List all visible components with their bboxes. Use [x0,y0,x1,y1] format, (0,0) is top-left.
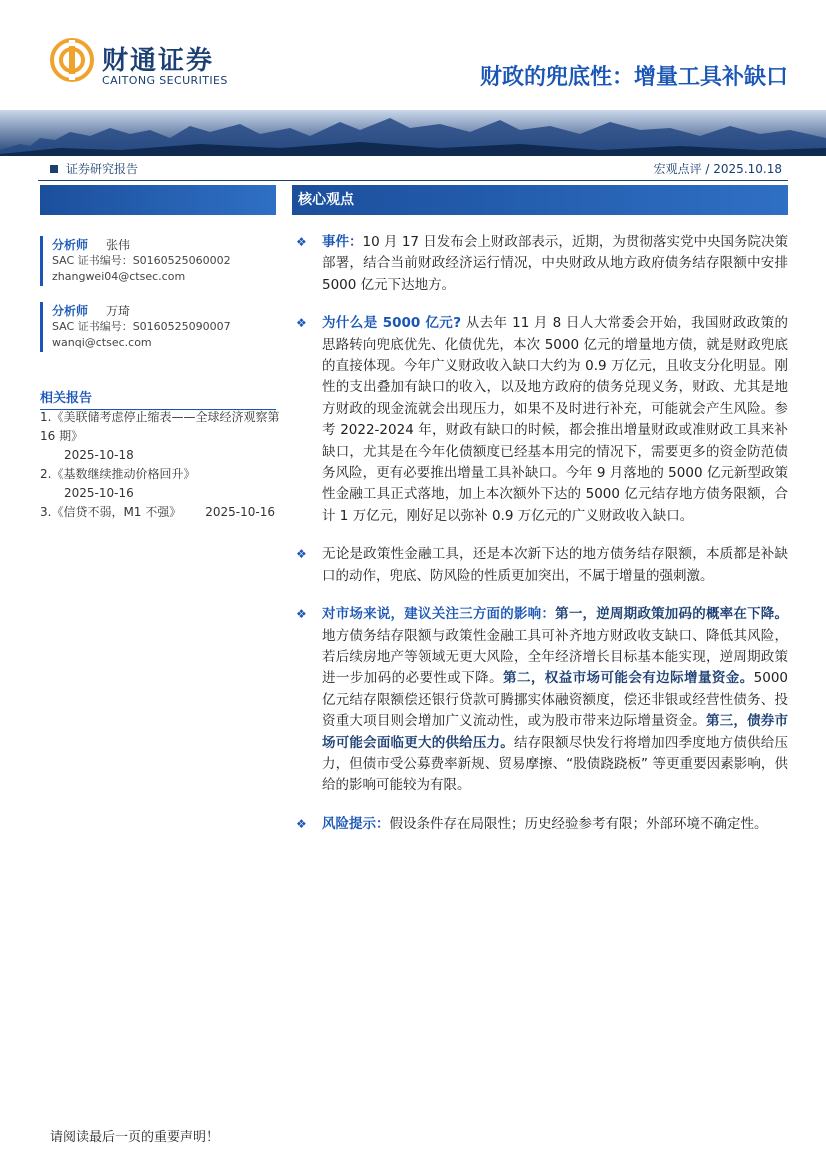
analyst-card: 分析师 万琦 SAC 证书编号：S0160525090007 wanqi@ctsec.com [40,302,276,351]
paragraph-why-5000: ❖ 为什么是 5000 亿元? 从去年 11 月 8 日人大常委会开始，我国财政政策的思路转向兜底优先、化债优先，本次 5000 亿元的增量地方债，就是财政兜底的直接体现。今年广义财政收入缺口大约为 0.9 万亿元，且收支分化明显。刚性的支出叠加有缺口的收入，以及地方政府的债务兑现义务，财政、尤其是地方财政的现金流就会出现压力，如果不及时进行补充，可能就会产生风险。参考 2022-2024 年，财政有缺口的时候，都会推出增量财政或准财政工具来补缺口，尤其是在今年化债额度已经基本用完的情况下，需要更多的资金防范债务风险，更有必要推出增量工具补缺口。今年 9 月落地的 5000 亿元新型政策性金融工具正式落地，加上本次额外下达的 5000 亿元结存地方债务限额，合计 1 万亿元，刚好足以弥补 0.9 万亿元的广义财政收入缺口。 [296,315,788,524]
header-divider [38,180,788,181]
report-type-label: 证券研究报告 [50,160,138,177]
paragraph-market-impact: ❖ 对市场来说，建议关注三方面的影响：第一，逆周期政策加码的概率在下降。地方债务结存限额与政策性金融工具可补齐地方财政收支缺口、降低其风险，若后续房地产等领域无更大风险，全年经济增长目标基本能实现，逆周期政策进一步加码的必要性或下降。第二，权益市场可能会有边际增量资金。5000 亿元结存限额偿还银行贷款可腾挪实体融资额度，偿还非银或经营性债务、投资重大项目则会增加广义流动性，或为股市带来边际增量资金。第三，债券市场可能会面临更大的供给压力。结存限额尽快发行将增加四季度地方债供给压力，但债市受公募费率新规、贸易摩擦、“股债跷跷板” 等更重要因素影响，供给的影响可能较为有限。 [296,606,789,794]
left-header-bar [40,185,276,215]
diamond-bullet-icon: ❖ [296,316,307,331]
related-reports-list [40,408,280,522]
related-report-item[interactable]: 1.《美联储考虑停止缩表——全球经济观察第 16 期》 2025-10-18 [40,410,280,462]
core-view-header: 核心观点 [292,185,788,215]
related-report-item[interactable]: 2.《基数继续推动价格回升》 2025-10-16 [40,467,196,500]
disclaimer-footer: 请阅读最后一页的重要声明！ [50,1130,220,1145]
analyst-email: zhangwei04@ctsec.com [52,270,186,283]
paragraph-nature: ❖ 无论是政策性金融工具，还是本次新下达的地方债务结存限额，本质都是补缺口的动作，兜底、防风险的性质更加突出，不属于增量的强刺激。 [296,546,788,584]
diamond-bullet-icon: ❖ [296,547,307,562]
analyst-name: 万琦 [106,304,131,318]
logo-text-cn: 财通证券 [102,46,215,76]
analyst-sac: SAC 证书编号：S0160525060002 [52,254,231,267]
analyst-email: wanqi@ctsec.com [52,336,152,349]
diamond-bullet-icon: ❖ [296,816,307,831]
report-date: 宏观点评 / 2025.10.18 [653,162,782,176]
analyst-name: 张伟 [106,238,131,252]
related-reports-title: 相关报告 [40,387,276,410]
related-report-item[interactable]: 3.《信贷不弱，M1 不强》 2025-10-16 [40,505,276,519]
page-title: 财政的兜底性：增量工具补缺口 [479,65,788,90]
paragraph-risk: ❖ 风险提示：假设条件存在局限性；历史经验参考有限；外部环境不确定性。 [296,814,788,835]
caitong-logo-mark [50,38,94,82]
analyst-sac: SAC 证书编号：S0160525090007 [52,320,231,333]
diamond-bullet-icon: ❖ [296,235,307,249]
analyst-card: 分析师 张伟 SAC 证书编号：S0160525060002 zhangwei04@ctsec.com [40,236,276,285]
paragraph-event: ❖ 事件：10 月 17 日发布会上财政部表示，近期，为贯彻落实党中央国务院决策部署，结合当前财政经济运行情况，中央财政从地方政府债务结存限额中安排 5000 亿元下达地方。 [296,234,789,293]
city-skyline-banner [0,110,826,156]
diamond-bullet-icon: ❖ [296,607,307,622]
logo-text-en: CAITONG SECURITIES [102,74,228,87]
core-view-content [296,232,788,852]
